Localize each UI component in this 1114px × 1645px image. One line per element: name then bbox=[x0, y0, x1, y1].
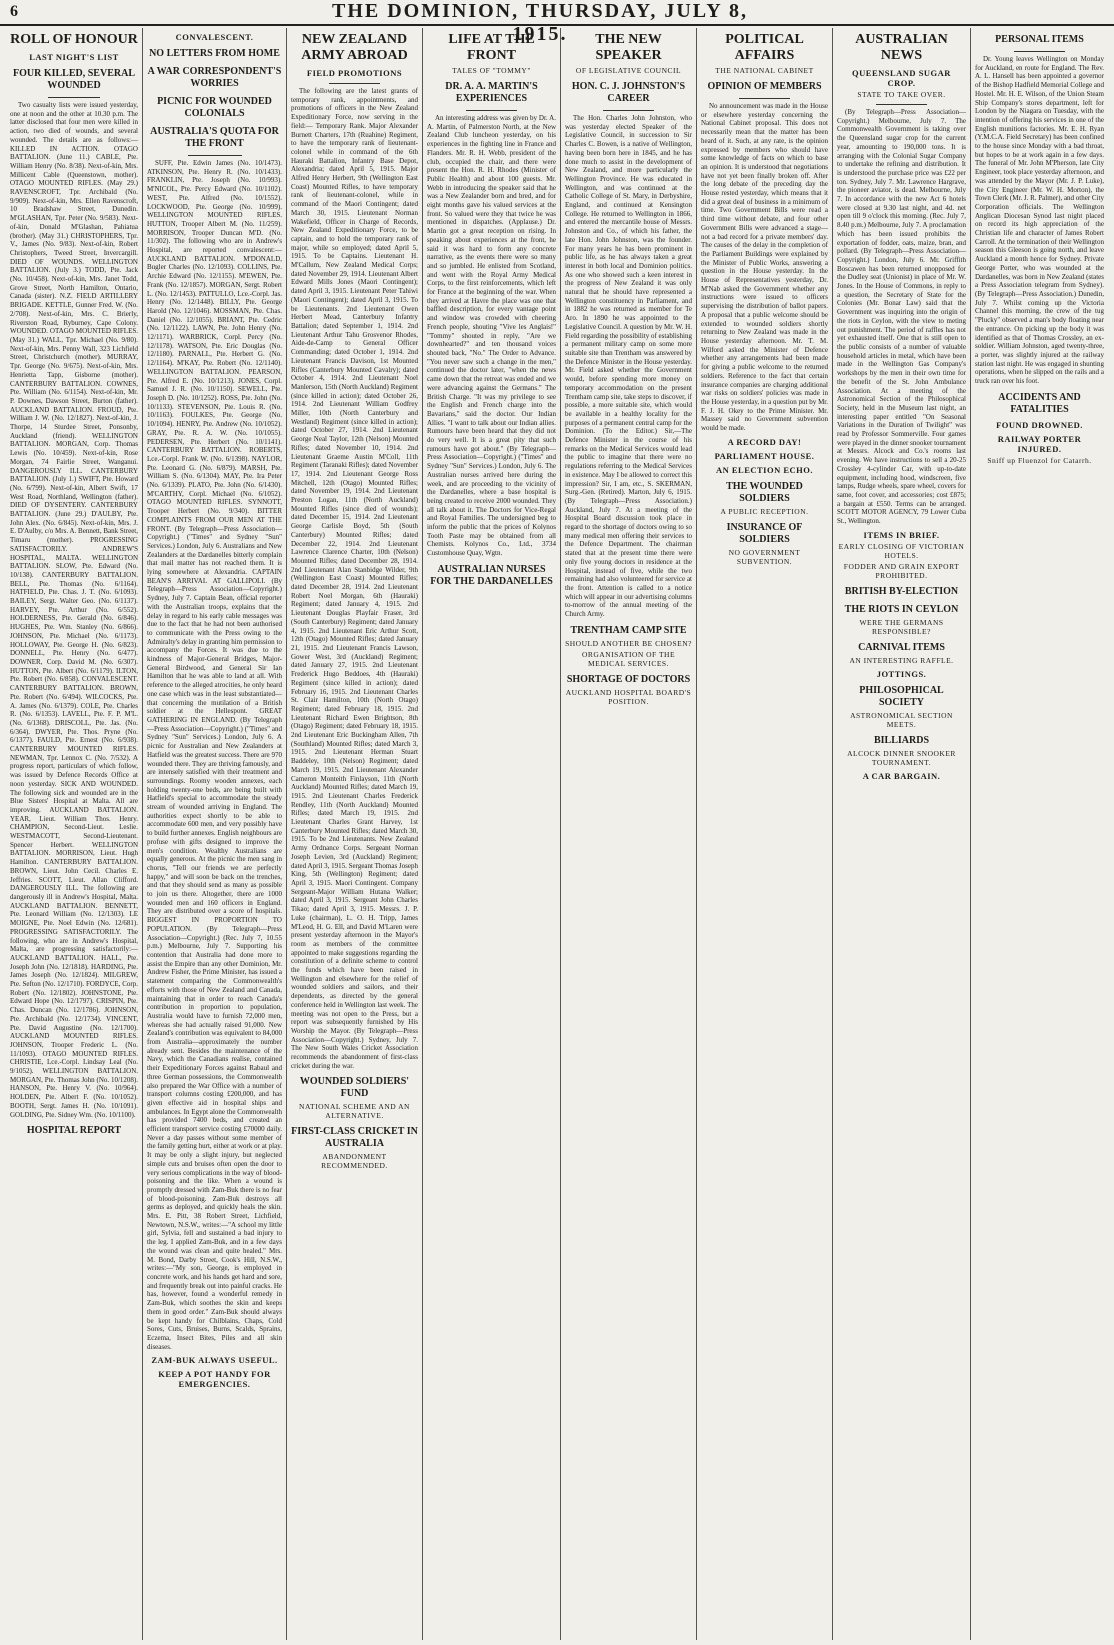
subheading: NATIONAL SCHEME AND AN ALTERNATIVE. bbox=[299, 1102, 410, 1121]
heading: THE RIOTS IN CEYLON bbox=[844, 603, 959, 615]
heading: NEW ZEALAND ARMY ABROAD bbox=[301, 32, 408, 63]
column-political-affairs bbox=[696, 28, 832, 1640]
subheading: EARLY CLOSING OF VICTORIAN HOTELS. bbox=[838, 541, 965, 560]
subheading: KEEP A POT HANDY FOR EMERGENCIES. bbox=[158, 1369, 271, 1390]
newspaper-title: THE DOMINION, THURSDAY, JULY 8, 1915. bbox=[332, 0, 748, 45]
subheading: ZAM-BUK ALWAYS USEFUL. bbox=[151, 1355, 278, 1366]
subheading: ALCOCK DINNER SNOOKER TOURNAMENT. bbox=[847, 748, 956, 767]
subheading: AN ELECTION ECHO. bbox=[715, 464, 814, 475]
subheading: HOSPITAL REPORT bbox=[26, 1125, 122, 1137]
divider bbox=[329, 83, 380, 84]
divider bbox=[48, 97, 99, 98]
subheading: AN INTERESTING RAFFLE. bbox=[849, 655, 954, 665]
subheading: QUEENSLAND SUGAR CROP. bbox=[852, 68, 951, 88]
divider bbox=[739, 98, 790, 99]
article-body: No announcement was made in the House or elsewhere yesterday concerning the National Cabinet proposal. This does not necessarily mean that the matter has been heard of it. Such, at any rate, is the opinion expressed by members who should have some knowledge of facts on which to base an opinion. It is understood that negotiations have not yet been finally broken off. After the long debate of the preceding day the House rested yesterday, which means that it did a great deal of business in a minimum of time. Two Government Bills were read a third time without debate, and four other Government Bills were advanced a stage—not a bad record for a private members' day. The causes of the delay in the completion of the Parliament Buildings were explained by the Minister of Public Works, answering a question in the House yesterday. In the House of Representatives yesterday, Dr. M'Nab asked the Government whether any instructions were issued to officers supervising the distribution of ballot papers. A proposal that a public welcome should be extended to wounded soldiers shortly returning to New Zealand was made in the House yesterday afternoon. Mr. T. M. Wilford asked the Minister of Defence whether any arrangements had been made for giving a public welcome to the returned soldiers. Reference to the fact that certain insurance companies are charging additional war risks on soldiers' policies was made in the House yesterday, in a question put by Mr. F. J. H. Okey to the Prime Minister. Mr. Massey said no Government subvention would be made. bbox=[701, 102, 828, 433]
heading: OPINION OF MEMBERS bbox=[707, 81, 822, 92]
subheading: FODDER AND GRAIN EXPORT PROHIBITED. bbox=[843, 561, 960, 580]
subheading: CONVALESCENT. bbox=[175, 32, 254, 42]
heading: LIFE AT THE FRONT bbox=[448, 32, 535, 63]
subheading: FOUND DROWNED. bbox=[996, 419, 1083, 430]
heading: BRITISH BY-ELECTION bbox=[844, 585, 959, 597]
heading: DR. A. A. MARTIN'S EXPERIENCES bbox=[445, 81, 538, 104]
subheading: OF LEGISLATIVE COUNCIL bbox=[575, 66, 682, 75]
columns bbox=[6, 28, 1108, 1640]
footer-note: Sniff up Fluenzol for Catarrh. bbox=[987, 455, 1092, 465]
article-body: (By Telegraph—Press Association—Copyright.) Melbourne, July 7. The Commonwealth Government is taking over the Queensland sugar crop for the current year, amounting to 190,000 tons. It is arranging with the Colonial Sugar Company to undertake the refining and distribution. It is understood the purchase price was £22 per ton. Sydney, July 7. Mr. Lawrence Hargrave, the pioneer aviator, is dead. Melbourne, July 7. In accordance with the new Act 6 hotels were closed at 9.30 last night, and 4d. net open till 9 o'clock this morning. (Rec. July 7, 8.40 p.m.) Melbourne, July 7. A proclamation which has been issued prohibits the exportation of fodder, oats, maize, bran, and pollard. (By Telegraph—Press Association—Copyright.) London, July 6. Mr. Griffith Boscawen has been returned unopposed for the Dudley seat (Unionist) in place of Mr. W. Jones. In the House of Commons, in reply to a question, the Secretary of State for the Colonies (Mr. Bonar Law) said that the Government was inquiring into the origin of the riots in Ceylon, with the view to meting out punishment. The period of raffles has not yet exhausted itself. One that is still open to the public consists of a number of valuable household articles in metal, which have been made in the Wellington Gas Company's workshops by the men in their own time for the benefit of the St. John Ambulance Association. At a meeting of the Astronomical Section of the Philosophical Society, held in the Museum last night, an interesting paper entitled "On Seasonal Variations in the Duration of Twilight" was read by Professor Sommerville. Four games were played in the dinner snooker tournament at Messrs. Alcock and Co.'s rooms last evening. We have instructions to sell a 20-25 Crossley 4-cylinder Car, with up-to-date equipment, including hood, windscreen, five lamps, Rudge wheels, spare wheel, covers for same, foot cover, and accessories; cost £875; a bargain at £550. Terms can be arranged. SCOTT MOTOR AGENCY, 79 Lower Cuba St., Wellington. bbox=[837, 108, 966, 526]
heading: CARNIVAL ITEMS bbox=[858, 641, 945, 653]
divider bbox=[603, 110, 654, 111]
divider bbox=[188, 155, 242, 156]
article-body: An interesting address was given by Dr. A. A. Martin, of Palmerston North, at the New Zealand Club luncheon yesterday, on his experiences in the fighting line in France and Flanders. Mr. R. H. Webb, president of the club, occupied the chair, and there were present the Hon. R. H. Rhodes (Minister of Public Health) and about 100 guests. Mr. Webb in introducing the speaker said that he was a New Zealander born and bred, and for eight months gave his valued services at the front. So valued were they that twice he was mentioned in dispatches. (Applause.) Dr. Martin got a great reception on rising. In speaking about experiences at the front, he said it was hard to form any concrete narrative, as the events there were so many and so jumbled. He enlisted from Scotland, and went with the Royal Army Medical Corps, to the first reinforcements, which left for France at the beginning of the war. When they arrived at Havre the place was one that baffled description, for every vantage point and window was crowded with cheering French people, shouting "Vive les Anglais!" "Tommy" shouted in reply, "Are we downhearted?" and ten thousand voices shouted back, "No." The Order to Advance. "You never saw such a change in the men," continued the doctor later, "when the news came down that the retreat was ended and we were advancing against the Germans." The British Charge. "It was my privilege to see the English and French charge into the Bavarians," said the doctor. Our Indian Allies. "I want to talk about our Indian allies. Rumours have been heard that they did not do very well. It is a great pity that such rumours have got about." (By Telegraph—Press Association—Copyright.) ("Times" and Sydney "Sun" Services.) London, July 6. The Australian nurses arrived here during the week, and are proceeding to the vicinity of the Dardanelles, where a base hospital is being created to receive 2000 wounded. They all talk about it. The Doctors for Vice-Regal and Royal Families. The undersigned beg to inform the public that the prices of Kolynos Tooth Paste may be obtained from all Chemists. Kolynos Co., Ltd., 3734 Customhouse Quay, Wgtn. bbox=[427, 114, 556, 558]
subheading: LAST NIGHT'S LIST bbox=[29, 52, 119, 62]
column-roll-of-honour bbox=[6, 28, 142, 1640]
subheading: JOTTINGS. bbox=[876, 668, 927, 679]
subheading: ASTRONOMICAL SECTION MEETS. bbox=[850, 710, 953, 729]
heading: PHILOSOPHICAL SOCIETY bbox=[859, 684, 944, 708]
column-convalescent bbox=[142, 28, 286, 1640]
column-personal-items bbox=[970, 28, 1108, 1640]
heading: PICNIC FOR WOUNDED COLONIALS bbox=[157, 96, 272, 119]
heading: SHORTAGE OF DOCTORS bbox=[566, 673, 691, 685]
page-number: 6 bbox=[10, 3, 18, 20]
heading: AUSTRALIAN NURSES FOR THE DARDANELLES bbox=[430, 563, 553, 587]
subheading: PARLIAMENT HOUSE. bbox=[714, 450, 815, 461]
subheading: RAILWAY PORTER INJURED. bbox=[997, 433, 1082, 454]
subheading: A PUBLIC RECEPTION. bbox=[720, 506, 809, 516]
article-body: Two casualty lists were issued yesterday, one at noon and the other at 10.30 p.m. The latter disclosed that four men were killed in action, two died of wounds, and several wounded. The details are as follows:— KILLED IN ACTION. OTAGO BATTALION. (June 11.) CABLE, Pte. William Henry (No. 8/38). Next-of-kin, Mrs. Millicent Cable (Queenstown, mother). OTAGO MOUNTED RIFLES. (May 29.) RAVENSCROFT, Tpr. Archibald (No. 9/909). Next-of-kin, Mrs. Ellen Ravenscroft, 10 Bradshaw Street, Dunedin. M'GLASHAN, Tpr. Peter (No. 9/583). Next-of-kin, Donald M'Glashan, Pahiatua (brother). (May 31.) CHRISTOPHERS, Tpr. V., James (No. 9/83). Next-of-kin, Robert Christophers, Tweed Street, Invercargill. DIED OF WOUNDS. WELLINGTON BATTALION. (July 3.) TODD, Pte. Jack (No. 10/458). Next-of-kin, Mrs. Janet Todd, Grove Street, North Hamilton, Ontario, Canada (sister). N.Z. FIELD ARTILLERY BRIGADE. KETTLE, Gunner Fred. W. (No. 2/708). Next-of-kin, Mrs. C. Brierly, Riverston Road, Ryburney, Cape Colony. WOUNDED. OTAGO MOUNTED RIFLES. (May 31.) WALL, Tpr. Michael (No. 9/80). Next-of-kin, Mrs. Penny Wall, 323 Lichfield Street, Christchurch (mother). MURRAY, Tpr. George (No. 9/675). Next-of-kin, Mrs. Henrietta Tapp, Gisborne (mother). CANTERBURY BATTALION. COWNES, Pte. William (No. 6/1154). Next-of-kin, Mr. P. Downes, Dawson Street, Burton (father). AUCKLAND BATTALION. FROUD, Pte. William J. W. (No. 12/1827). Next-of-kin, J. Thorpe, 14 Sturdee Street, Ponsonby, Auckland (friend). WELLINGTON BATTALION. MORGAN, Corp. Thomas Lewis (No. 10/459). Next-of-kin, Rose Morgan, 74 Fairlie Street, Wanganui. DANGEROUSLY ILL. CANTERBURY BATTALION. (July 1.) SWIFT, Pte. Howard (No. 6/799). Next-of-kin, Albert Swift, 17 West Road, Northland, Wellington (father). DIED OF DYSENTERY. CANTERBURY BATTALION. (June 29.) D'AULBY, Pte. John Alex. (No. 6/845). Next-of-kin, Mrs. J. E. D'Aulby, c/o Mrs. A. Bennett, Bank Street, Timaru (mother). PROGRESSING SATISFACTORILY. ANDREW'S HOSPITAL, MALTA. WELLINGTON BATTALION. SLOW, Pte. Edward (No. 10/138). CANTERBURY BATTALION. BELL, Pte. Thomas (No. 6/1164). HATFIELD, Pte. Chas. J. T. (No. 6/1093). BAILEY, Sergt. Walter Geo. (No. 6/1137). HARVEY, Pte. Arthur (No. 6/552). HOLDERNESS, Pte. Gerald (No. 6/846). HUGHES, Pte. Wm. Stanley (No. 6/866). JOHNSON, Pte. Michael (No. 6/1173). HOLLOWAY, Pte. George H. (No. 6/823). DONNELL, Pte. Henry (No. 6/477). DOWNER, Corp. David M. (No. 6/307). HUTTON, Pte. Albert (No. 6/1179). ILTON, Pte. Robert (No. 6/858). CONVALESCENT. CANTERBURY BATTALION. BROWN, Pte. Robert (No. 6/494). WILCOCKS, Pte. A. James (No. 6/1379). COLE, Pte. Charles R. (No. 6/1353). LAVELL, Pte. F. P. M'L. (No. 6/1368). DRISCOLL, Pte. Jas. (No. 6/364). DWYER, Pte. Thos. Pryne (No. 6/1377). FAULD, Pte. Ernest (No. 6/938). CANTERBURY MOUNTED RIFLES. NEWMAN, Tpr. Lennox C. (No. 7/532). A progress report, particulars of which follow, was issued by Defence Records Office at noon yesterday. SICK AND WOUNDED. The following sick and wounded are in the Blue Sisters' Hospital at Malta. All are improving. AUCKLAND BATTALION. YEAR, Lieut. William Thos. Henry. CHAMPION, Second-Lieut. Leslie. WESTMACOTT, Second-Lieutenant. Spencer Herbert. WELLINGTON BATTALION. MORRISON, Lieut. Hugh Hamilton. CANTERBURY BATTALION. BROWN, Lieut. John Cecil. Charles E. Jeffries. SCOTT, Lieut. Allan Clifford. DANGEROUSLY ILL. The following are dangerously ill in Andrew's Hospital, Malta. AUCKLAND BATTALION. BENNETT, Pte. Leonard William (No. 12/1303). LE MOIGNE, Pte. Noel Edwin (No. 12/681). PROGRESSING SATISFACTORILY. The following, who are in Andrew's Hospital, Malta, are progressing satisfactorily:— AUCKLAND BATTALION. HALL, Pte. Joseph John (No. 12/1818). HARDING, Pte. James Joseph (No. 12/1824). MILGREW, Pte. Sefton (No. 12/1710). FORDYCE, Corp. Robert (No. 12/1802). JOHNSTONE, Pte. Edward Hope (No. 12/1797). CRISPIN, Pte. Chas. Duncan (No. 12/1786). JOHNSON, Pte. Archibald (No. 12/1734). VINCENT, Pte. David Augustine (No. 12/1700). AUCKLAND MOUNTED RIFLES. JOHNSON, Trooper Frederic L. (No. 11/1093). OTAGO MOUNTED RIFLES. CHRISTIE, Lce.-Corpl. Lindsay Leal (No. 9/1052). WELLINGTON BATTALION. MORGAN, Pte. Thomas John (No. 10/1208). HANSON, Pte. Henry V. (No. 10/964). HOLDEN, Pte. Albert F. (No. 10/1052). BOOTH, Sergt. James H. (No. 10/1091). GOLDING, Pte. Sidney Wm. (No. 10/1100). bbox=[10, 101, 138, 1119]
heading: POLITICAL AFFAIRS bbox=[725, 32, 804, 63]
subheading: FIELD PROMOTIONS bbox=[306, 68, 403, 78]
subheading: THE NATIONAL CABINET bbox=[715, 66, 814, 75]
subheading: SHOULD ANOTHER BE CHOSEN? bbox=[565, 638, 692, 648]
subheading: NO GOVERNMENT SUBVENTION. bbox=[728, 547, 801, 566]
article-body: The Hon. Charles John Johnston, who was yesterday elected Speaker of the Legislative Council, in succession to Sir Charles C. Bowen, is a native of Wellington, having been born here in 1845, and he has done much to assist in the development of New Zealand, and more particularly the Wellington Province. He was educated in Wellington, and was continued at the Catholic College of St. Mary, in Derbyshire, England, and continued at Kensington College. He returned to Wellington in 1866, and entered the mercantile house of Messrs. Johnston and Co., of which his father, the late Hon. John Johnston, was the founder. For many years he has been prominent in public life, as he has always taken a great interest in both local and Dominion politics. As one who showed such a keen interest in the progress of New Zealand it was only natural that he should have represented a Wellington constituency in Parliament, and in 1882 he was returned as member for Te Aro. In 1890 he was appointed to the Legislative Council. A question by Mr. W. H. Field regarding the possibility of establishing a permanent military camp on some more suitable site than Trentham was answered by the Defence Minister in the House yesterday. Mr. Field asked whether the Government would, before spending more money on temporary accommodation on the present Trentham camp site, take steps to discover, if possible, a more suitable site, which would be available in a healthy locality for the purposes of a permanent central camp for the Dominion. (To the Editor.) Sir,—The Defence Minister in the course of his remarks on the Medical Services would lead the public to imagine that there were no regulations referring to the Medical Services in existence. May I be allowed to correct this impression? Sir, I am, etc., S. SKERMAN, Surg.-Gen. (Retired). Marton, July 6, 1915. (By Telegraph—Press Association.) Auckland, July 7. At a meeting of the Hospital Board discussion took place in regard to the shortage of doctors owing to so many medical men offering their services to the Defence Department. The chairman stated that at the present time there were only five young doctors in residence at the Hospital, instead of five, while the two remaining had also volunteered for service at the front. Attention is called to a notice which will appear in our advertising columns to-morrow of the annual meeting of the Church Army. bbox=[565, 114, 692, 619]
divider bbox=[1014, 51, 1066, 52]
subheading: STATE TO TAKE OVER. bbox=[857, 90, 946, 99]
heading: THE WOUNDED SOLDIERS bbox=[726, 480, 803, 504]
heading: BILLIARDS bbox=[873, 734, 930, 746]
column-army-abroad bbox=[286, 28, 422, 1640]
heading: WOUNDED SOLDIERS' FUND bbox=[299, 1076, 410, 1100]
article-body: The following are the latest grants of temporary rank, appointments, and promotions of officers in the New Zealand Expeditionary Force, now serving in the field:— Temporary Rank. Major Alexander Burnett Charters, 17th (Ruahine) Regiment, to have the temporary rank of lieutenant-colonel while in command of the 6th Hauraki Battalion, Infantry Base Depot, Alexandria; dated April 5, 1915. Major Alfred Henry Herbert, 9th (Wellington East Coast) Mounted Rifles, to have temporary rank of lieutenant-colonel, while in command of the Maori Contingent; dated March 30, 1915. Lieutenant Norman Wakefield, Officer in Charge of Records, New Zealand Expeditionary Force, to be captain, and to hold the temporary rank of major, while so employed; dated April 5, 1915. To be Captains. Lieutenant H. M'Callum, New Zealand Medical Corps; dated November 29, 1914. Lieutenant Albert Edward Mills Jones (Maori Contingent); dated April 3, 1915. Lieutenant Peter Tahiwi (Maori Contingent); dated April 3, 1915. To be Lieutenants. 2nd Lieutenant Owen Herbert Mead, Canterbury Infantry Battalion; dated September 1, 1914. 2nd Lieutenant Arthur Tahu Grosvenor Rhodes, Aide-de-Camp to General Officer Commanding; dated October 1, 1914. 2nd Lieutenant Francis Davison, 1st Mounted Rifles (Canterbury Mounted Cavalry); dated October 4, 1914. 2nd Lieutenant Noel Manlerson, 15th (North Auckland) Regiment (since killed in action); dated October 26, 1914. 2nd Lieutenant William Godfrey Miller, 10th (North Canterbury and Westland) Regiment (since killed in action); dated October 27, 1914. 2nd Lieutenant George Neal Taylor, 12th (Nelson) Mounted Rifles; dated November 10, 1914. 2nd Lieutenant Graeme Austin M'Coll, 11th Regiment (Taranaki Rifles); dated November 17, 1914. 2nd Lieutenant George Ross Mitchell, 12th (Otago) Mounted Rifles; dated November 19, 1914. 2nd Lieutenant Preston Logan, 11th (North Auckland) Mounted Rifles (since died of wounds); dated December 15, 1914. 2nd Lieutenant George Carlisle Boyd, 5th (South Canterbury) Mounted Rifles; dated December 22, 1914. 2nd Lieutenant Lawrence Clarence Charter, 10th (Nelson) Mounted Rifles; dated December 28, 1914. 2nd Lieutenant Alan Stanbidge Wilder, 9th (Wellington East Coast) Mounted Rifles; dated December 28, 1914. 2nd Lieutenant Robert Noel Morgan, 6th (Hauraki) Regiment; dated January 4, 1915. 2nd Lieutenant Douglas Playfair Fraser, 3rd (South Canterbury) Regiment; dated January 4, 1915. 2nd Lieutenant Eric Arthur Scott, 12th (Otago) Mounted Rifles; dated January 21, 1915. 2nd Lieutenant Francis Lawson, Gower West, 3rd (Auckland) Regiment; dated January 27, 1915. 2nd Lieutenant Frederick Hugo Beddoes, 4th (Hauraki) Regiment (since killed in action); dated February 16, 1915. 2nd Lieutenant Charles St. Clair Hamilton, 10th (North Otago) Regiment; dated February 18, 1915. 2nd Lieutenant Richard Ewen Brightson, 8th (Otago) Regiment; dated February 18, 1915. 2nd Lieutenant Eric Buckingham Allen, 7th (Southland) Mounted Rifles; dated March 3, 1915. 2nd Lieutenant Herman Stuart Baddeley, 10th (Nelson) Regiment; dated March 19, 1915. 2nd Lieutenant Alexander Cameron Monteith Finlayson, 11th (North Auckland) Mounted Rifles; dated March 19, 1915. 2nd Lieutenant Charles Frederick Rendley, 11th (North Auckland) Mounted Rifles; dated March 19, 1915. 2nd Lieutenant Charles Grant Harvey, 1st Canterbury Mounted Rifles; dated March 30, 1915. To be 2nd Lieutenants. New Zealand Army Ordnance Corps. Sergeant Norman Joseph Levien, 3rd (Auckland) Regiment; dated April 3, 1915. Sergeant Thomas Joseph King, 5th (Wellington) Regiment; dated April 3, 1915. Maori Contingent. Company Sergeant-Major William Hutana Walker; dated April 3, 1915. Sergeant John Charles Tikao; dated April 3, 1915. Messrs. J. P. Luke (chairman), L. O. H. Tripp, James M'Leod, H. G. Ell, and David M'Laren were present yesterday afternoon in the Mayor's room as members of the committee appointed to make suggestions regarding the constitution of a definite scheme to control the funds which have been raised in Wellington and elsewhere for the relief of wounded soldiers and sailors, and their dependents, as directed by the general conference held in Wellington last week. The meeting was not open to the Press, but a report was subsequently furnished by His Worship the Mayor. (By Telegraph—Press Association—Copyright.) Sydney, July 7. The New South Wales Cricket Association recommends the abandonment of first-class cricket during the war. bbox=[291, 87, 418, 1070]
subheading: A RECORD DAY! bbox=[727, 436, 802, 447]
heading: INSURANCE OF SOLDIERS bbox=[726, 521, 803, 545]
heading: ACCIDENTS AND FATALITIES bbox=[998, 391, 1081, 415]
heading: TRENTHAM CAMP SITE bbox=[570, 624, 687, 636]
heading: AUSTRALIA'S QUOTA FOR THE FRONT bbox=[150, 126, 279, 149]
subheading: ABANDONMENT RECOMMENDED. bbox=[321, 1152, 388, 1171]
subheading: A CAR BARGAIN. bbox=[862, 770, 941, 781]
heading: HON. C. J. JOHNSTON'S CAREER bbox=[571, 81, 686, 104]
subheading: AUCKLAND HOSPITAL BOARD'S POSITION. bbox=[565, 687, 692, 706]
subheading: FOUR KILLED, SEVERAL WOUNDED bbox=[13, 68, 135, 91]
heading: FIRST-CLASS CRICKET IN AUSTRALIA bbox=[291, 1126, 418, 1150]
divider bbox=[876, 104, 928, 105]
heading: THE NEW SPEAKER bbox=[595, 32, 662, 63]
divider bbox=[466, 110, 518, 111]
heading: A WAR CORRESPONDENT'S WORRIES bbox=[147, 66, 282, 89]
column-life-at-front bbox=[422, 28, 560, 1640]
heading: ROLL OF HONOUR bbox=[10, 32, 138, 47]
subheading: ORGANISATION OF THE MEDICAL SERVICES. bbox=[581, 649, 676, 668]
heading: PERSONAL ITEMS bbox=[995, 34, 1084, 45]
heading: AUSTRALIAN NEWS bbox=[855, 32, 948, 63]
heading: NO LETTERS FROM HOME bbox=[149, 48, 280, 59]
column-australian-news bbox=[832, 28, 970, 1640]
subheading: TALES OF "TOMMY" bbox=[452, 66, 531, 75]
article-body: SUFF, Pte. Edwin James (No. 10/1473). ATKINSON, Pte. Henry R. (No. 10/1433). FRANKLIN, Pte. Joseph (No. 10/993). M'NICOL, Pte. Percy Edward (No. 10/1102). WEST, Pte. Alfred (No. 10/1552). LOCKWOOD, Pte. George (No. 10/999). WELLINGTON MOUNTED RIFLES. HUTTON, Trooper Albert M. (No. 11/259). MORRISON, Trooper Duncan M'D. (No. 11/302). The following who are in Andrew's Hospital, are reported convalescent:— AUCKLAND BATTALION. M'DONALD, Bugler Charles (No. 12/1093). COLLINS, Pte. Archie Edward (No. 12/1155). M'EWEN, Pte. Frank (No. 12/1857). MORGAN, Sergt. Robert L. (No. 12/1453). PATTULLO, Lce.-Corpl. Jas. Henry (No. 12/1448). BILLY, Pte. George Harold (No. 12/1046). MOSSMAN, Pte. Chas. Daniel (No. 12/1055). BRIANT, Pte. Cedric (No. 12/1122). LAWN, Pte. John Henry (No. 12/1171). WARBRICK, Corpl. Percy (No. 12/1178). WATSON, Pte. Eric Douglas (No. 12/1180). PARNALL, Pte. Herbert G. (No. 12/1164). M'KAY, Pte. Robert (No. 12/1140). WELLINGTON BATTALION. PEARSON, Pte. Alfred E. (No. 10/1213). JONES, Corpl. Samuel J. R. (No. 10/1150). SEWELL, Pte. Joseph D. (No. 10/1252). ROSS, Pte. John (No. 10/1133). STEVENSON, Pte. Louis R. (No. 10/1163). FOULKES, Pte. George (No. 10/1094). HENRY, Pte. Andrew (No. 10/1052). GRAY, Pte. R. A. W. (No. 10/1055). PEDERSEN, Pte. Herbert (No. 10/1141). CANTERBURY BATTALION. ROBERTS, Lce.-Corpl. Frank W. (No. 6/1398). NAYLOR, Pte. Leonard G. (No. 6/879). MARSH, Pte. William S. (No. 6/1304). MAY, Pte. Ira Peter (No. 6/1339). PLATO, Pte. John (No. 6/1430). M'CARTHY, Corpl. Michael (No. 6/1052). OTAGO MOUNTED RIFLES. SYNNOTT, Trooper Herbert (No. 9/340). BITTER COMPLAINTS FROM OUR MEN AT THE FRONT. (By Telegraph—Press Association—Copyright.) ("Times" and Sydney "Sun" Services.) London, July 6. Australians and New Zealanders at the Dardanelles bitterly complain that mail matter has not reached them. It is lying somewhere at Alexandria. CAPTAIN BEAN'S ARRIVAL AT GALLIPOLI. (By Telegraph—Press Association—Copyright.) Sydney, July 7. Captain Bean, official reporter with the Australian troops, explains that the delay in regard to his early cable messages was due to the fact that he had not been authorised to communicate with the Press owing to the Admiralty's delay in granting him permission to accompany the Forces. It was due to the kindness of Major-General Bridges, Major-General Birdwood, and General Sir Ian Hamilton that he was able to land at all. With reference to the alleged atrocities, he only heard one case which was in the least substantiated—that concerning the mutilation of a British soldier at the Hellespont. GREAT GATHERING IN ENGLAND. (By Telegraph—Press Association—Copyright.) ("Times" and Sydney "Sun" Services.) London, July 6. A picnic for Australian and New Zealanders at Hatfield was the greatest success. There are 970 wounded there. They are thriving famously, and are intensely satisfied with their treatment and surroundings. Roomy wooden annexes, each holding twenty-one beds, are being built with Hatfield's special to accommodate the steady stream of wounded arriving in England. The authorities expect shortly to be able to accommodate 600 men, and very possibly have to build further annexes. English neighbours are profuse with gifts designed to improve the men's condition. Wealthy Australians are equally generous. At the picnic the men sang in chorus, "Tell our friends we are perfectly happy," and will soon be back on the trenches, and that they should send as many as possible to join us there. Altogether, there are 1000 wounded men and 160 officers in England. They are distributed over a score of hospitals. BIGGEST IN PROPORTION TO POPULATION. (By Telegraph—Press Association—Copyright.) (Rec. July 7, 10.55 p.m.) Melbourne, July 7. Supporting his contention that Australia had done more to assist the Empire than any other Dominion, Mr. Andrew Fisher, the Prime Minister, has issued a statement comparing the Commonwealth's efforts with those of New Zealand and Canada, maintaining that in order to reach Canada's contribution in proportion to population, Australia would have to furnish 72,000 men, whereas she had actually raised 91,000. New Zealand's contribution was equivalent to 84,000 from Australia—approximately the number already sent. Besides the maintenance of the Navy, which the Canadians realise, contained their Expeditionary Forces against Rabaul and three German possessions, the Commonwealth also prepared the War Office with a number of transport columns costing £200,000, and has given effective aid in hospital ships and ambulances. In Egypt alone the Commonwealth has provided 7400 beds, and created an efficient transport service costing £70000 daily. Never a day passes without some member of the family getting hurt, either at work or at play. It may be only a slight injury, but neglected simple cuts and bruises often open the door to very serious complications in the way of blood-poisoning and the like. When a wound is promptly dressed with Zam-Buk there is no fear of blood-poisoning. Zam-Buk destroys all germs as deployed, and quickly heals the skin. Mrs. E. Pitt, 38 Robert Street, Lichfield, Newtown, N.S.W., writes:—"A school my little girl, Sylvia, fell and sustained a bad injury to the leg. I applied Zam-Buk, and in a few days the wound was clean and quite healed." Mrs. M. Bond, Darby Street, Cook's Hill, N.S.W., writes:—"My son, George, is employed in concrete work, and his hands get hard and sore, and frequently break out into painful cracks. He has, however, found a wonderful remedy in Zam-Buk, which soothes the skin and keeps them in good order." Zam-Buk should always be kept handy for Chilblains, Chaps, Cold Sores, Cuts, Bruises, Burns, Scalds, Sprains, Eczema, Insect Bites, Piles and all skin diseases. bbox=[147, 159, 282, 1351]
subheading: WERE THE GERMANS RESPONSIBLE? bbox=[859, 617, 944, 636]
article-body: Dr. Young leaves Wellington on Monday for Auckland, en route for England. The Rev. A. L. Hansell has been appointed a governor of the Bishop Hadfield Memorial College and Hostel. Mr. H. E. Wilson, of the Union Steam Ship Company's stores department, left for London by the Niagara on Tuesday, with the intention of offering his services in one of the English munitions factories. Mr. E. H. Ryan (Y.M.C.A. Field Secretary) has been confined to the house since Monday with a bad throat, but hopes to be at work again in a few days. The funeral of Mr. John M'Pherson, late City Engineer, took place yesterday afternoon, and was attended by the Mayor (Mr. J. P. Luke), the City Engineer (Mr. W. H. Morton), the Town Clerk (Mr. J. R. Palmer), and other City Corporation officials. The Wellington Anglican Diocesan Synod last night placed on record its high appreciation of the Christian life and character of James Robert Carroll. At the termination of their Wellington season this Gleeson is going north, and leave Auckland a month hence for Sydney. Private George Porter, who was wounded at the Dardanelles, was born in New Zealand (states a Press Association telegram from Sydney). (By Telegraph—Press Association.) Dunedin, July 7. Whilst coming up the Victoria Channel this morning, the crew of the tug "Plucky" observed a man's body floating near the entrance. On picking up the body it was identified as that of Thomas Crossley, an ex-soldier. William Johnston, aged twenty-three, a porter, was slightly injured at the railway station last night. He was engaged in shunting operations, when he slipped on the rails and a truck ran over his foot. bbox=[975, 55, 1104, 386]
column-new-speaker bbox=[560, 28, 696, 1640]
subheading: ITEMS IN BRIEF. bbox=[863, 529, 940, 540]
